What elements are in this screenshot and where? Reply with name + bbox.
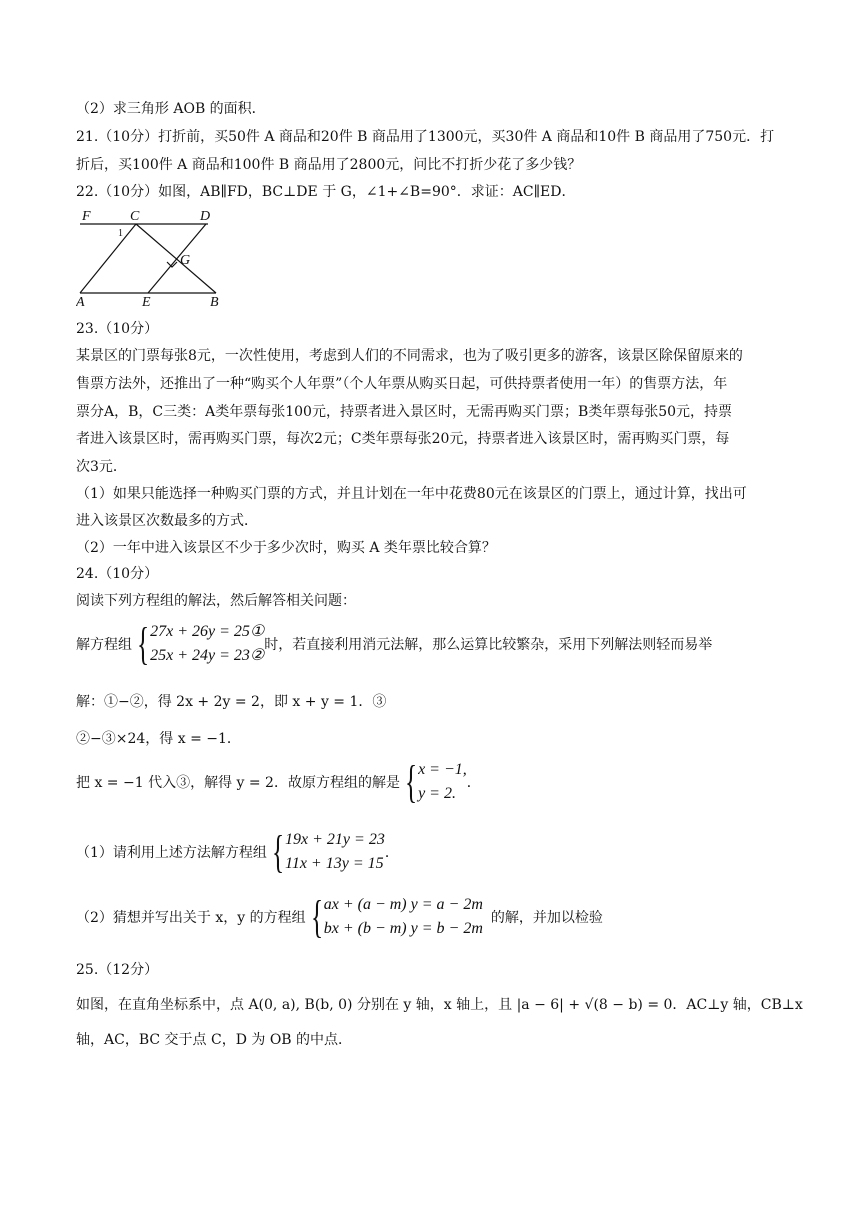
part1-eq2: 11x + 13y = 15 — [285, 855, 384, 872]
brace-icon: { — [271, 826, 285, 877]
label-D: D — [200, 209, 211, 224]
example-system-prefix: 解方程组 — [76, 637, 132, 653]
q23-header: 23.（10分） — [76, 321, 159, 337]
q20-part2: （2）求三角形 AOB 的面积． — [76, 101, 266, 117]
q23-part2: （2）一年中进入该景区不少于多少次时，购买 A 类年票比较合算？ — [76, 540, 496, 556]
q22-statement: 22.（10分）如图，AB∥FD，BC⊥DE 于 G，∠1+∠B=90°．求证：AC∥ED． — [76, 184, 576, 200]
q23-line2: 售票方法外，还推出了一种“购买个人年票”（个人年票从购买日起，可供持票者使用一年）的售票方法，年 — [76, 376, 728, 392]
brace-icon: { — [404, 756, 418, 807]
example-eq1: 27x + 26y = 25① — [150, 623, 265, 640]
label-A: A — [76, 295, 85, 306]
q23-line3: 票分A，B，C三类：A类年票每张100元，持票者进入景区时，无需再购买门票；B类年票每张50元，持票 — [76, 404, 733, 420]
part1-system — [76, 828, 399, 876]
q23-line4: 者进入该景区时，需再购买门票，每次2元；C类年票每张20元，持票者进入该景区时，需再购买门票，每 — [76, 431, 730, 447]
label-C: C — [130, 209, 140, 224]
q23-line1: 某景区的门票每张8元，一次性使用，考虑到人们的不同需求，也为了吸引更多的游客，该景区除保留原来的 — [76, 348, 743, 364]
part1-suffix: ． — [384, 845, 399, 861]
solution-y: y = 2. — [418, 785, 456, 802]
example-eq2: 25x + 24y = 23② — [150, 647, 265, 664]
part2-system — [76, 893, 603, 941]
solution-result — [76, 758, 481, 806]
brace-icon: { — [136, 618, 150, 669]
brace-icon: { — [310, 891, 323, 942]
example-system-suffix: 时，若直接利用消元法解，那么运算比较繁杂，采用下列解法则轻而易举 — [264, 637, 713, 653]
label-G: G — [180, 253, 191, 268]
solution-result-prefix: 把 x = −1 代入③，解得 y = 2．故原方程组的解是 — [76, 775, 400, 791]
label-B: B — [210, 295, 219, 306]
part2-eq1: ax + (a − m) y = a − 2m — [323, 896, 483, 913]
geometry-figure — [76, 206, 226, 306]
part1-prefix: （1）请利用上述方法解方程组 — [76, 845, 267, 861]
q23-part1-line1: （1）如果只能选择一种购买门票的方式，并且计划在一年中花费80元在该景区的门票上，通过计算，找出可 — [76, 486, 747, 502]
q24-header: 24.（10分） — [76, 566, 159, 582]
part1-eq1: 19x + 21y = 23 — [285, 831, 385, 848]
q23-line5: 次3元． — [76, 459, 127, 475]
example-system — [76, 620, 712, 668]
q21-line1: 21.（10分）打折前，买50件 A 商品和20件 B 商品用了1300元，买30件 A 商品和10件 B 商品用了750元．打 — [76, 129, 775, 145]
q25-header: 25.（12分） — [76, 962, 159, 978]
q25-line2: 轴，AC，BC 交于点 C，D 为 OB 的中点． — [76, 1032, 353, 1048]
part2-suffix: 的解，并加以检验 — [490, 910, 603, 926]
q23-part1-line2: 进入该景区次数最多的方式． — [76, 513, 258, 529]
solution-result-suffix: ． — [466, 775, 481, 791]
solution-step2: ②−③×24，得 x = −1． — [76, 731, 241, 747]
label-E: E — [142, 295, 151, 306]
solution-step1: 解：①−②，得 2x + 2y = 2，即 x + y = 1．③ — [76, 694, 387, 710]
q24-intro: 阅读下列方程组的解法，然后解答相关问题： — [76, 593, 356, 609]
q21-line2: 折后，买100件 A 商品和100件 B 商品用了2800元，问比不打折少花了多少钱？ — [76, 157, 582, 173]
part2-eq2: bx + (b − m) y = b − 2m — [323, 920, 483, 937]
label-angle-1: 1 — [118, 228, 123, 239]
label-F: F — [82, 209, 91, 224]
solution-x: x = −1, — [418, 761, 467, 778]
q25-line1: 如图，在直角坐标系中，点 A(0, a), B(b, 0) 分别在 y 轴，x 轴上，且 |a − 6| + √(8 − b) = 0．AC⊥y 轴，CB⊥x — [76, 997, 803, 1013]
part2-prefix: （2）猜想并写出关于 x，y 的方程组 — [76, 910, 306, 926]
